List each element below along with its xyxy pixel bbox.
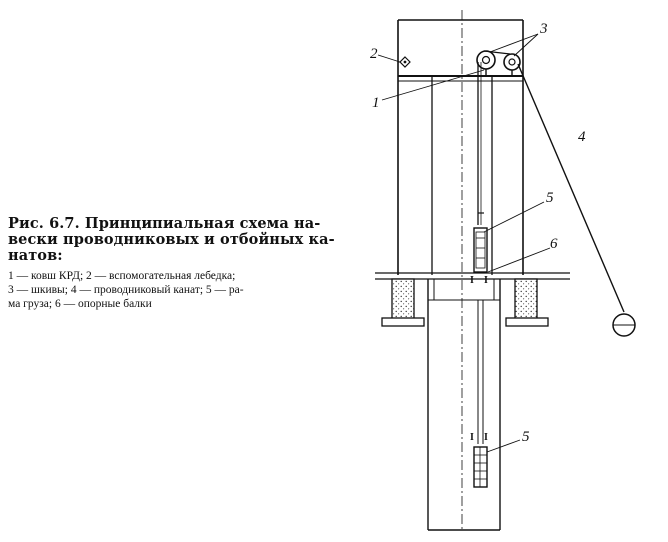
guide-rope-4 xyxy=(518,64,624,312)
support-beam-label-bottom-left: I xyxy=(470,432,474,443)
callout-2: 2 xyxy=(370,46,378,62)
right-foundation-block xyxy=(506,279,548,326)
callout-5-upper: 5 xyxy=(546,190,554,206)
guide-rope-in-shaft xyxy=(478,62,484,225)
left-foundation-block xyxy=(382,279,424,326)
load-frame-lower-icon xyxy=(474,300,487,487)
legend-line: ма груза; 6 — опорные балки xyxy=(8,298,152,310)
legend-line: 1 — ковш КРД; 2 — вспомогательная лебедка; xyxy=(8,270,236,282)
callout-5-lower: 5 xyxy=(522,429,530,445)
caption-title-line: натов: xyxy=(8,247,63,264)
support-beam-label-top-right: I xyxy=(484,275,488,286)
callout-6: 6 xyxy=(550,236,558,252)
support-beam-label-bottom-right: I xyxy=(484,432,488,443)
callout-4: 4 xyxy=(578,129,586,145)
caption-legend xyxy=(8,269,338,311)
legend-line: 3 — шкивы; 4 — проводниковый канат; 5 — ра- xyxy=(8,284,244,296)
caption-title-line: Рис. 6.7. Принципиальная схема на- xyxy=(8,215,321,232)
callout-3: 3 xyxy=(540,21,548,37)
callout-leaders xyxy=(378,34,550,452)
caption-title xyxy=(8,216,338,264)
figure-caption xyxy=(8,216,338,311)
support-beam-label-top-left: I xyxy=(470,275,474,286)
caption-title-line: вески проводниковых и отбойных ка- xyxy=(8,231,335,248)
callout-1: 1 xyxy=(372,95,380,111)
sheaves-icon xyxy=(477,51,520,76)
shaft-walls xyxy=(428,279,500,530)
load-frame-upper-icon xyxy=(474,228,487,272)
